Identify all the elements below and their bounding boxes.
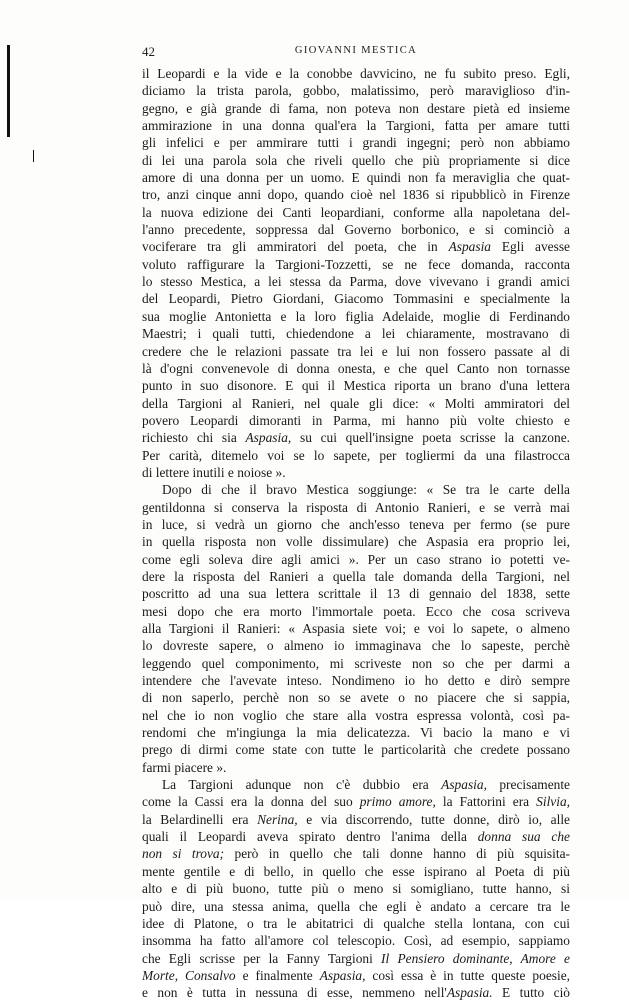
text-line: del Leopardi, Pietro Giordani, Giacomo Tommasini e specialmente la [142, 291, 570, 307]
text-line: là d'ogni convenevole di donna onesta, e che quel Canto non tornasse [142, 360, 570, 376]
text-line: poscritto ad una sua lettera scrittale il 13 di gennaio del 1838, sette [142, 586, 570, 602]
text-line: rendomi che m'ingiunga la mia delicatezza. Vi bacio la mano e vi [142, 725, 570, 741]
text-line: alto e di più buono, tutte più o meno si somigliano, tutte hanno, si [142, 881, 570, 897]
italic-title: donna sua che [477, 829, 570, 845]
text-line: di lei una parola sola che riveli quello che più propriamente si dice [142, 152, 570, 168]
text-line: Per carità, ditemelo voi se lo sapete, per togliermi da una filastrocca [142, 447, 570, 463]
text-line: insomma ha fatto all'amore col telescopio. Così, ad esempio, sappiamo [142, 933, 570, 949]
page-number: 42 [142, 44, 155, 59]
text-line: Dopo di che il bravo Mestica soggiunge: « Se tra le carte della [162, 482, 570, 498]
text-line: quali il Leopardi aveva spirato dentro l'anima della donna sua che [142, 829, 570, 845]
text-line: lo dovreste sapere, o almeno io immaginava che lo sapeste, perchè [142, 638, 570, 654]
italic-title: Aspasia. [446, 985, 493, 1001]
text-line: idee di Platone, o tra le abitatrici di qualche stella lontana, con cui [142, 915, 570, 931]
running-head: GIOVANNI MESTICA [294, 45, 418, 56]
text-line: dere la risposta del Ranieri a quella tale domanda della Targioni, nel [142, 568, 570, 584]
text-line: leggendo quel componimento, mi scriveste non so che per darmi a [142, 655, 570, 671]
text-line: prego di dirmi come state con tutte le particolarità che credete possano [142, 742, 570, 758]
page-header [142, 44, 570, 60]
text-line: lo stesso Mestica, a lei stessa da Parma, dove vivevano i grandi amici [142, 274, 570, 290]
text-line: diciamo la trista parola, gobbo, malatissimo, però maraviglioso d'in- [142, 83, 570, 99]
italic-title: Aspasia, [245, 430, 292, 446]
text-line: voluto raffigurare la Targioni-Tozzetti, se ne fece domanda, racconta [142, 256, 570, 272]
text-line: punto in suo disonore. E qui il Mestica riporta un brano d'una lettera [142, 378, 570, 394]
italic-title: non si trova; [142, 846, 225, 862]
text-line: tro, anzi cinque anni dopo, quando cioè nel 1836 si ripubblicò in Firenze [142, 187, 570, 203]
text-line: gentildonna si conserva la risposta di Antonio Ranieri, e se verrà mai [142, 499, 570, 515]
text-line: il Leopardi e la vide e la conobbe davvicino, ne fu subito preso. Egli, [142, 66, 570, 81]
italic-title: Silvia, [536, 794, 570, 810]
italic-title: Nerina, [257, 811, 298, 827]
text-line: la Belardinelli era Nerina, e via discorrendo, tutte donne, dirò io, alle [142, 811, 570, 827]
text-line: farmi piacere ». [142, 759, 227, 775]
text-line: vociferare tra gli ammiratori del poeta, che in Aspasia Egli avesse [142, 239, 570, 255]
text-line: alla Targioni il Ranieri: « Aspasia siete voi; e voi lo sapete, o almeno [142, 621, 570, 636]
text-line: amore di una donna per un uomo. E quindi non fa meraviglia che quat- [142, 170, 570, 186]
text-line: come la Cassi era la donna del suo primo amore, la Fattorini era Silvia, [142, 794, 570, 810]
text-line: nel che io non voglio che stare alla vostra espressa volontà, così pa- [142, 707, 570, 723]
text-line: ammirazione in una donna qual'era la Targioni, fatta per amare tutti [142, 118, 570, 134]
italic-title: Aspasia [448, 239, 492, 255]
text-line: non si trova; però in quello che tali donne hanno di più squisita- [142, 846, 570, 862]
text-line: intendere che l'avevate inteso. Nondimeno io ho detto e dirò sempre [142, 673, 570, 689]
text-line: in quella risposta non volle dissimulare) che Aspasia era proprio lei, [142, 534, 570, 550]
text-line: e non è tutta in nessuna di esse, nemmeno nell'Aspasia. E tutto ciò [142, 985, 570, 1001]
text-line: credere che le relazioni passate tra lei e lui non fossero passate al di [142, 343, 570, 359]
italic-title: Aspasia, [319, 967, 366, 983]
body-text [142, 65, 570, 1002]
text-line: gegno, e già grande di fama, non poteva non destare pietà ed insieme [142, 100, 570, 116]
text-line: povero Leopardi dimoranti in Parma, mi hanno più volte chiesto e [142, 412, 570, 428]
italic-title: Morte, Consalvo [142, 967, 236, 983]
italic-title: Aspasia, [441, 777, 487, 793]
text-line: richiesto chi sia Aspasia, su cui quell'insigne poeta scrisse la canzone. [142, 430, 570, 446]
scan-edge-mark [7, 45, 10, 137]
text-line: La Targioni adunque non c'è dubbio era Aspasia, precisamente [162, 777, 570, 793]
text-line: può dire, una stessa anima, quella che egli è andato a cercare tra le [142, 898, 570, 914]
text-line: mesi dopo che era morto l'immortale poeta. Ecco che cosa scriveva [142, 603, 570, 619]
text-line: la nuova edizione dei Canti leopardiani, conforme alla napoletana del- [142, 204, 570, 220]
italic-title: primo amore, [359, 794, 436, 810]
text-line: della Targioni al Ranieri, nel quale gli dice: « Molti ammiratori del [142, 395, 570, 411]
text-line: Morte, Consalvo e finalmente Aspasia, così essa è in tutte queste poesie, [142, 967, 570, 983]
text-line: mente gentile e di bello, in quello che esse ispirano al Poeta di più [142, 863, 570, 879]
text-line: che Egli scrisse per la Fanny Targioni Il Pensiero dominante, Amore e [142, 950, 570, 966]
italic-title: Il Pensiero dominante, Amore e [381, 950, 570, 966]
text-line: sua moglie Antonietta e la loro figlia Adelaide, moglie di Ferdinando [142, 308, 570, 324]
text-line: l'anno precedente, soppressa dal Governo borbonico, e si cominciò a [142, 222, 570, 238]
text-line: gli infelici e per ammirare tutti i grandi ingegni; però non abbiamo [142, 135, 570, 151]
text-line: di lettere inutili e noiose ». [142, 464, 286, 480]
scan-edge-mark [33, 150, 34, 162]
text-line: in luce, si vedrà un giorno che anch'esso teneva per fermo (se pure [142, 516, 570, 532]
text-line: Maestri; i quali tutti, chiedendone a lei chiaramente, mostravano di [142, 326, 570, 342]
text-line: come egli soleva dire agli amici ». Per un caso strano io potetti ve- [142, 551, 570, 567]
text-line: di non saperlo, perchè non so se avete o no piacere che si sappia, [142, 690, 570, 706]
